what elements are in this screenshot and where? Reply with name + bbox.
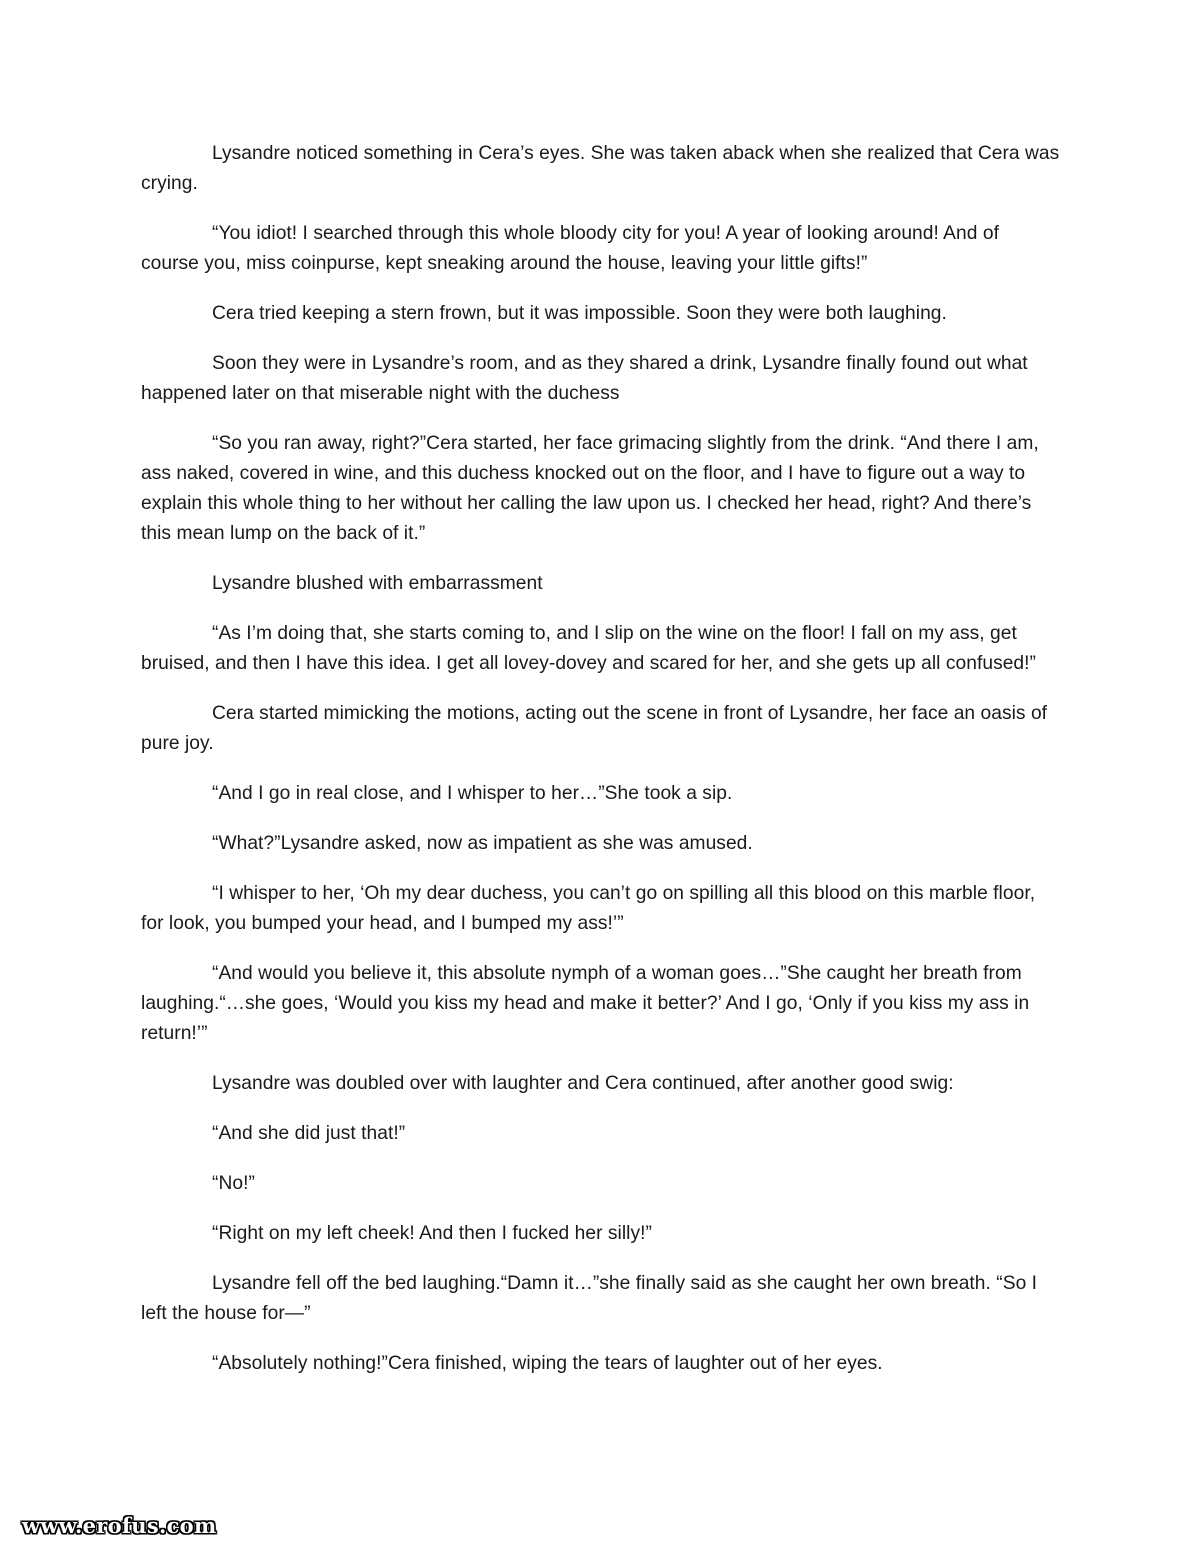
paragraph-14: “And she did just that!” bbox=[212, 1123, 406, 1144]
paragraph-3: Cera tried keeping a stern frown, but it was impossible. Soon they were both laughing. bbox=[212, 303, 947, 324]
paragraph-18: “Absolutely nothing!”Cera finished, wiping the tears of laughter out of her eyes. bbox=[212, 1353, 883, 1374]
paragraph-11: “I whisper to her, ‘Oh my dear duchess, you can’t go on spilling all this blood on this marble floor, for look, you bumped your head, and I bumped my ass!’” bbox=[141, 883, 1036, 934]
paragraph-16: “Right on my left cheek! And then I fucked her silly!” bbox=[212, 1223, 652, 1244]
paragraph-7: “As I’m doing that, she starts coming to, and I slip on the wine on the floor! I fall on my ass, get bruised, and then I have this idea. I get all lovey-dovey and scared for her, and she gets up all confused!” bbox=[141, 623, 1036, 674]
site-watermark: www.erofus.com bbox=[22, 1513, 217, 1538]
paragraph-2: “You idiot! I searched through this whole bloody city for you! A year of looking around! And of course you, miss coinpurse, kept sneaking around the house, leaving your little gifts!” bbox=[141, 223, 999, 274]
document-page bbox=[141, 139, 1061, 1399]
paragraph-12: “And would you believe it, this absolute nymph of a woman goes…”She caught her breath from laughing.“…she goes, ‘Would you kiss my head and make it better?’ And I go, ‘Only if you kiss my ass in return!’” bbox=[141, 963, 1030, 1044]
paragraph-4: Soon they were in Lysandre’s room, and as they shared a drink, Lysandre finally found out what happened later on that miserable night with the duchess bbox=[141, 353, 1028, 404]
paragraph-13: Lysandre was doubled over with laughter and Cera continued, after another good swig: bbox=[212, 1073, 954, 1094]
paragraph-6: Lysandre blushed with embarrassment bbox=[212, 573, 543, 594]
paragraph-9: “And I go in real close, and I whisper to her…”She took a sip. bbox=[212, 783, 733, 804]
paragraph-10: “What?”Lysandre asked, now as impatient as she was amused. bbox=[212, 833, 753, 854]
paragraph-5: “So you ran away, right?”Cera started, her face grimacing slightly from the drink. “And there I am, ass naked, covered in wine, and this duchess knocked out on the floor, and I have to figure out a way to explain this whole thing to her without her calling the law upon us. I checked her head, right? And there’s this mean lump on the back of it.” bbox=[141, 433, 1039, 544]
paragraph-17: Lysandre fell off the bed laughing.“Damn it…”she finally said as she caught her own breath. “So I left the house for—” bbox=[141, 1273, 1038, 1324]
paragraph-8: Cera started mimicking the motions, acting out the scene in front of Lysandre, her face an oasis of pure joy. bbox=[141, 703, 1048, 754]
paragraph-1: Lysandre noticed something in Cera’s eyes. She was taken aback when she realized that Cera was crying. bbox=[141, 143, 1060, 194]
paragraph-15: “No!” bbox=[212, 1173, 255, 1194]
